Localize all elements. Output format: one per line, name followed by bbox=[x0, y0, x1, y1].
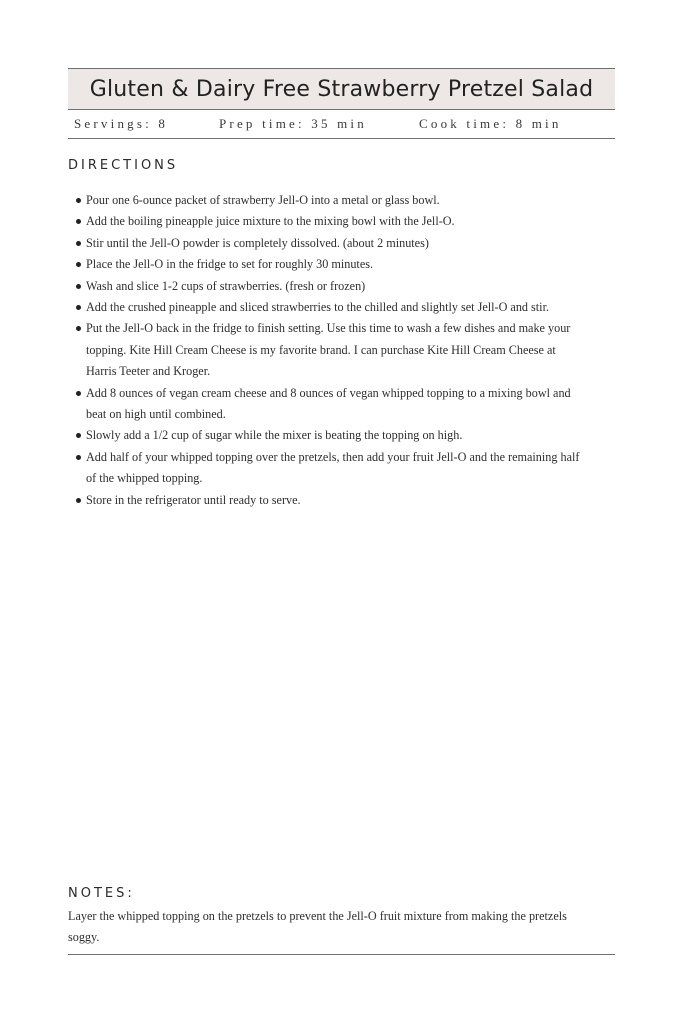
direction-step: Add the boiling pineapple juice mixture to the mixing bowl with the Jell-O. bbox=[86, 211, 586, 232]
direction-step: Stir until the Jell-O powder is completely dissolved. (about 2 minutes) bbox=[86, 233, 586, 254]
notes-text: Layer the whipped topping on the pretzels to prevent the Jell-O fruit mixture from making the pretzels soggy. bbox=[68, 909, 567, 945]
bullet-icon bbox=[76, 326, 81, 331]
title-band bbox=[68, 68, 615, 110]
directions-list bbox=[68, 190, 586, 511]
direction-step: Slowly add a 1/2 cup of sugar while the mixer is beating the topping on high. bbox=[86, 425, 586, 446]
direction-step: Add half of your whipped topping over the pretzels, then add your fruit Jell-O and the remaining half of the whipped topping. bbox=[86, 447, 586, 490]
bullet-icon bbox=[76, 433, 81, 438]
direction-step: Place the Jell-O in the fridge to set for roughly 30 minutes. bbox=[86, 254, 586, 275]
directions-heading: DIRECTIONS bbox=[68, 158, 179, 173]
bullet-icon bbox=[76, 198, 81, 203]
recipe-card bbox=[68, 68, 615, 945]
direction-step: Store in the refrigerator until ready to serve. bbox=[86, 490, 586, 511]
bullet-icon bbox=[76, 455, 81, 460]
bullet-icon bbox=[76, 498, 81, 503]
direction-step: Add the crushed pineapple and sliced strawberries to the chilled and slightly set Jell-O and stir. bbox=[86, 297, 586, 318]
direction-step: Pour one 6-ounce packet of strawberry Jell-O into a metal or glass bowl. bbox=[86, 190, 586, 211]
bullet-icon bbox=[76, 391, 81, 396]
direction-step: Wash and slice 1-2 cups of strawberries. (fresh or frozen) bbox=[86, 276, 586, 297]
recipe-title: Gluten & Dairy Free Strawberry Pretzel Salad bbox=[89, 76, 594, 102]
cook-time: Cook time: 8 min bbox=[419, 116, 562, 131]
bullet-icon bbox=[76, 284, 81, 289]
bottom-divider bbox=[68, 954, 615, 955]
recipe-meta bbox=[68, 110, 615, 139]
bullet-icon bbox=[76, 219, 81, 224]
direction-step: Put the Jell-O back in the fridge to finish setting. Use this time to wash a few dishes and make your topping. Kite Hill Cream Cheese is my favorite brand. I can purchase Kite Hill Cream Cheese at Harris Teeter and Kroger. bbox=[86, 318, 586, 382]
bullet-icon bbox=[76, 241, 81, 246]
prep-time: Prep time: 35 min bbox=[219, 116, 367, 131]
notes-heading: NOTES: bbox=[68, 886, 135, 901]
servings: Servings: 8 bbox=[74, 116, 169, 131]
bullet-icon bbox=[76, 305, 81, 310]
direction-step: Add 8 ounces of vegan cream cheese and 8 ounces of vegan whipped topping to a mixing bowl and beat on high until combined. bbox=[86, 383, 586, 426]
bullet-icon bbox=[76, 262, 81, 267]
